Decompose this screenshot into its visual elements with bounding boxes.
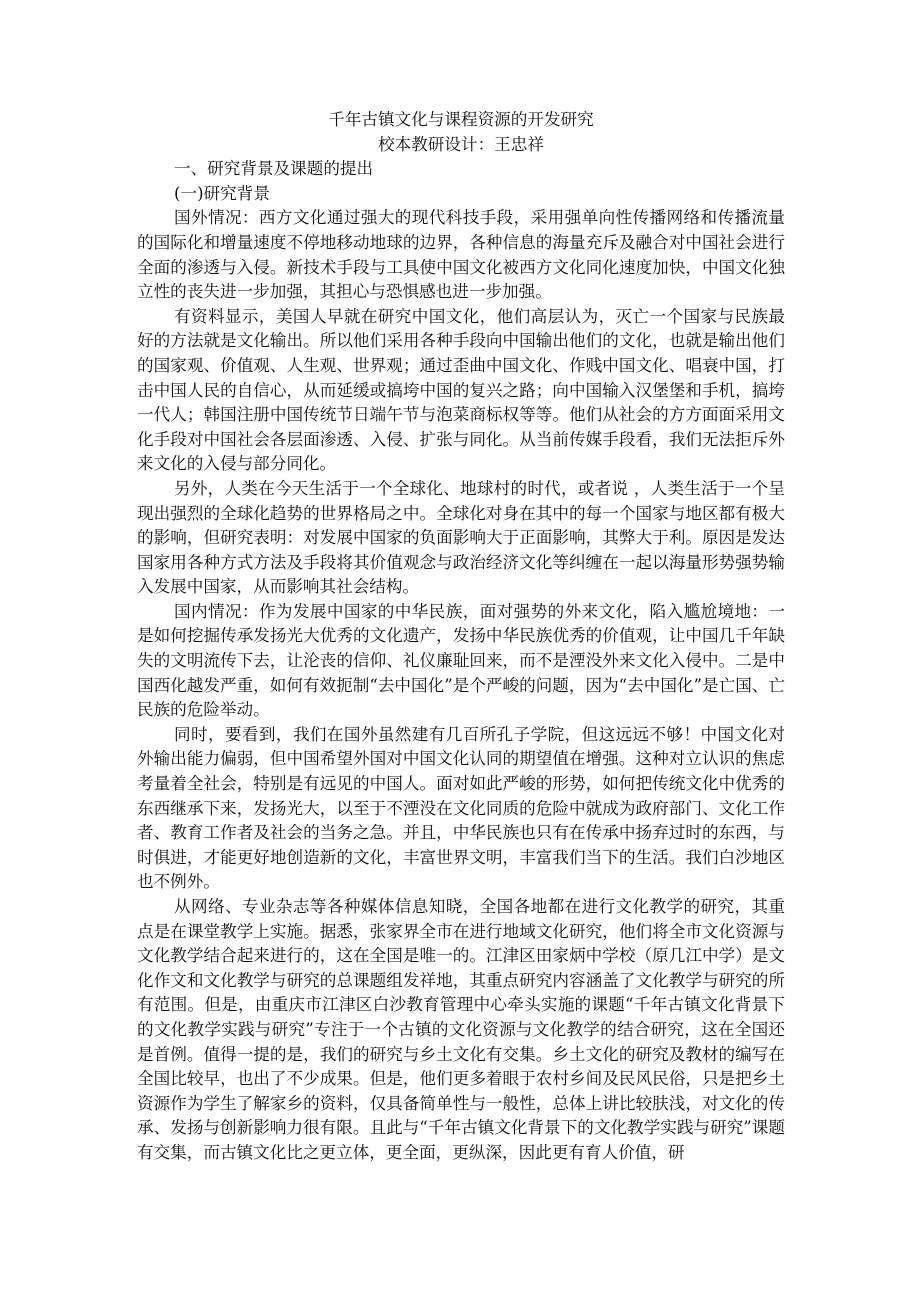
document-title: 千年古镇文化与课程资源的开发研究: [328, 110, 594, 129]
paragraph-domestic-situation: 国内情况：作为发展中国家的中华民族，面对强势的外来文化，陷入尴尬境地：一是如何挖掘传承发扬光大优秀的文化遗产，发扬中华民族优秀的价值观，让中国几千年缺失的文明流传下去，让沦丧的信仰、礼仪廉耻回来，而不是湮没外来文化入侵中。二是中国西化越发严重，如何有效扼制“去中国化”是个严峻的问题，因为“去中国化”是亡国、亡民族的危险举动。: [137, 601, 785, 720]
paragraph-cultural-export: 有资料显示，美国人早就在研究中国文化，他们高层认为，灭亡一个国家与民族最好的方法就是文化输出。所以他们采用各种手段向中国输出他们的文化，也就是输出他们的国家观、价值观、人生观、世界观；通过歪曲中国文化、作贱中国文化、唱衰中国，打击中国人民的自信心，从而延缓或搞垮中国的复兴之路；向中国输入汉堡堡和手机，搞垮一代人；韩国注册中国传统节日端午节与泡菜商标权等等。他们从社会的方方面面采用文化手段对中国社会各层面渗透、入侵、扩张与同化。从当前传媒手段看，我们无法拒斥外来文化的入侵与部分同化。: [137, 306, 785, 474]
author-line: 校本教研设计：王忠祥: [378, 134, 544, 154]
paragraph-confucius-institutes: 同时，要看到，我们在国外虽然建有几百所孔子学院，但这远远不够！中国文化对外输出能力偏弱，但中国希望外国对中国文化认同的期望值在增强。这种对立认识的焦虑考量着全社会，特别是有远见的中国人。面对如此严峻的形势，如何把传统文化中优秀的东西继承下来，发扬光大，以至于不湮没在文化同质的危险中就成为政府部门、文化工作者、教育工作者及社会的当务之急。并且，中华民族也只有在传承中扬弃过时的东西，与时俱进，才能更好地创造新的文化，丰富世界文明，丰富我们当下的生活。我们白沙地区也不例外。: [137, 724, 785, 892]
paragraph-research-status: 从网络、专业杂志等各种媒体信息知晓，全国各地都在进行文化教学的研究，其重点是在课堂教学上实施。据悉，张家界全市在进行地域文化研究，他们将全市文化资源与文化教学结合起来进行的，这在全国是唯一的。江津区田家炳中学校（原几江中学）是文化作文和文化教学与研究的总课题组发祥地，其重点研究内容涵盖了文化教学与研究的所有范围。但是，由重庆市江津区白沙教育管理中心牵头实施的课题“千年古镇文化背景下的文化教学实践与研究”专注于一个古镇的文化资源与文化教学的结合研究，这在全国还是首例。值得一提的是，我们的研究与乡土文化有交集。乡土文化的研究及教材的编写在全国比较早，也出了不少成果。但是，他们更多着眼于农村乡间及民风民俗，只是把乡土资源作为学生了解家乡的资料，仅具备简单性与一般性，总体上讲比较肤浅，对文化的传承、发扬与创新影响力很有限。且此与“千年古镇文化背景下的文化教学实践与研究”课题有交集，而古镇文化比之更立体，更全面，更纵深，因此更有育人价值，研: [137, 897, 785, 1162]
paragraph-foreign-situation: 国外情况：西方文化通过强大的现代科技手段，采用强单向性传播网络和传播流量的国际化和增量速度不停地移动地球的边界，各种信息的海量充斥及融合对中国社会进行全面的渗透与入侵。新技术手段与工具使中国文化被西方文化同化速度加快，中国文化独立性的丧失进一步加强，其担心与恐惧感也进一步加强。: [137, 208, 785, 302]
paragraph-globalization: 另外，人类在今天生活于一个全球化、地球村的时代，或者说 ，人类生活于一个呈现出强烈的全球化趋势的世界格局之中。全球化对身在其中的每一个国家与地区都有极大的影响，但研究表明：对发展中国家的负面影响大于正面影响，其弊大于利。原因是发达国家用各种方式方法及手段将其价值观念与政治经济文化等纠缠在一起以海量形势强势输入发展中国家，从而影响其社会结构。: [137, 478, 785, 597]
subsection-heading: (一)研究背景: [174, 183, 270, 203]
document-page: [137, 108, 785, 1166]
section-heading: 一、研究背景及课题的提出: [174, 159, 374, 179]
